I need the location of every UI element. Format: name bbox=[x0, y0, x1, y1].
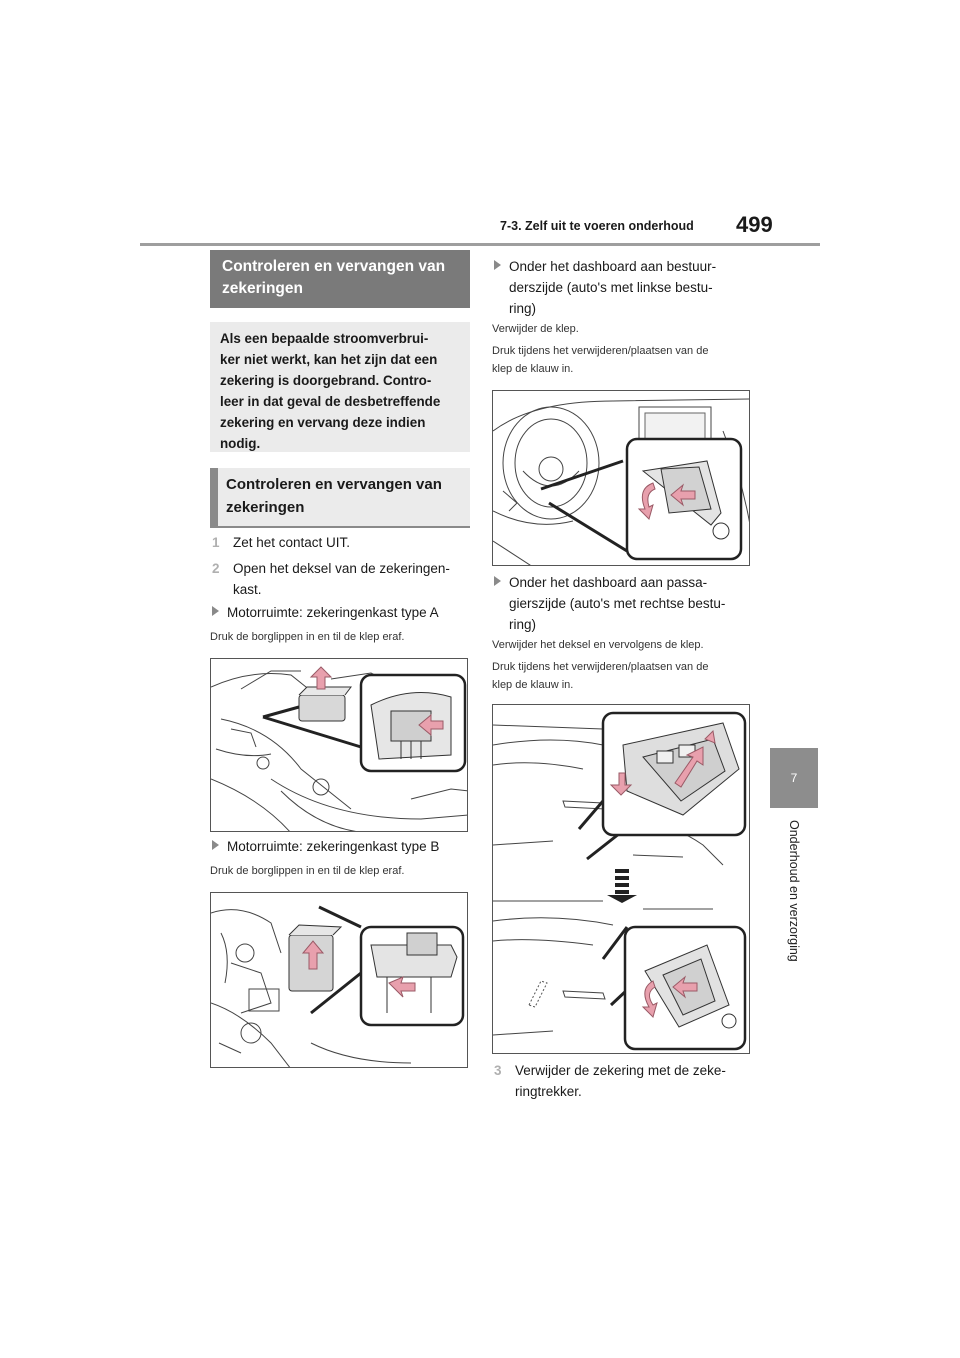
intro-line: nodig. bbox=[220, 436, 261, 451]
figure-dashboard-lhd bbox=[492, 390, 750, 566]
step-number: 1 bbox=[212, 535, 220, 550]
triangle-bullet-icon bbox=[494, 260, 501, 270]
note-rhd-1: Verwijder het deksel en vervolgens de klep. bbox=[492, 639, 704, 651]
note-text: klep de klauw in. bbox=[492, 679, 574, 691]
step-number: 3 bbox=[494, 1063, 502, 1078]
chapter-title: Onderhoud en verzorging bbox=[787, 820, 801, 962]
figure-fusebox-type-a bbox=[210, 658, 468, 832]
chapter-title-vertical bbox=[772, 820, 816, 980]
bullet-text: Motorruimte: zekeringenkast type B bbox=[227, 839, 440, 854]
bullet-text: Onder het dashboard aan passa- bbox=[509, 575, 708, 590]
note-text: Druk tijdens het verwijderen/plaatsen van de bbox=[492, 661, 709, 673]
bullet-rhd bbox=[494, 572, 764, 635]
intro-line: ker niet werkt, kan het zijn dat een bbox=[220, 352, 438, 367]
intro-line: leer in dat geval de desbetreffende bbox=[220, 394, 441, 409]
triangle-bullet-icon bbox=[212, 606, 219, 616]
sub-heading bbox=[210, 468, 470, 526]
note-type-b: Druk de borglippen in en til de klep eraf. bbox=[210, 865, 405, 877]
note-lhd-1: Verwijder de klep. bbox=[492, 323, 579, 335]
page-number: 499 bbox=[736, 212, 773, 237]
step-2 bbox=[212, 558, 474, 600]
note-rhd-2 bbox=[492, 658, 708, 694]
bullet-text: Onder het dashboard aan bestuur- bbox=[509, 259, 717, 274]
figure-fusebox-type-b bbox=[210, 892, 468, 1068]
header-rule bbox=[140, 243, 820, 246]
bullet-text: ring) bbox=[509, 301, 537, 316]
note-type-a: Druk de borglippen in en til de klep eraf. bbox=[210, 631, 405, 643]
note-text: klep de klauw in. bbox=[492, 363, 574, 375]
chapter-number: 7 bbox=[790, 771, 798, 785]
section-title: 7-3. Zelf uit te voeren onderhoud bbox=[500, 219, 694, 233]
bullet-text: Motorruimte: zekeringenkast type A bbox=[227, 605, 439, 620]
figure-dashboard-rhd bbox=[492, 704, 750, 1054]
intro-line: Als een bepaalde stroomverbrui- bbox=[220, 331, 429, 346]
step-text: ringtrekker. bbox=[515, 1084, 582, 1099]
intro-line: zekering en vervang deze indien bbox=[220, 415, 426, 430]
triangle-bullet-icon bbox=[212, 840, 219, 850]
step-3 bbox=[494, 1060, 764, 1102]
sub-heading-line: zekeringen bbox=[226, 499, 305, 516]
bullet-text: ring) bbox=[509, 617, 537, 632]
note-text: Druk tijdens het verwijderen/plaatsen van de bbox=[492, 345, 709, 357]
chapter-tab[interactable] bbox=[770, 748, 818, 808]
intro-box bbox=[210, 322, 470, 452]
note-lhd-2 bbox=[492, 342, 708, 378]
bullet-type-a bbox=[212, 602, 439, 623]
bullet-text: gierszijde (auto's met rechtse bestu- bbox=[509, 596, 726, 611]
triangle-bullet-icon bbox=[494, 576, 501, 586]
intro-line: zekering is doorgebrand. Contro- bbox=[220, 373, 432, 388]
step-text: Open het deksel van de zekeringen- bbox=[233, 561, 450, 576]
step-text: kast. bbox=[233, 582, 262, 597]
section-heading: Controleren en vervangen van zekeringen bbox=[210, 250, 470, 308]
sub-heading-line: Controleren en vervangen van bbox=[226, 476, 442, 493]
step-number: 2 bbox=[212, 561, 220, 576]
bullet-text: derszijde (auto's met linkse bestu- bbox=[509, 280, 713, 295]
bullet-type-b bbox=[212, 836, 439, 857]
step-text: Zet het contact UIT. bbox=[233, 535, 351, 550]
bullet-lhd bbox=[494, 256, 764, 319]
step-1 bbox=[212, 532, 350, 553]
step-text: Verwijder de zekering met de zeke- bbox=[515, 1063, 726, 1078]
